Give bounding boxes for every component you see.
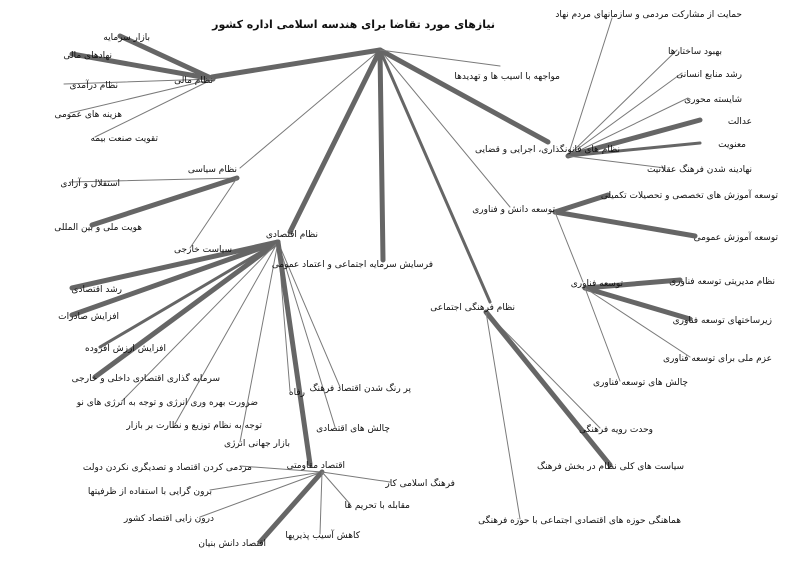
node-label-resistance: اقتصاد مقاومتی <box>286 461 345 471</box>
node-label-value_added: افزایش ارزش افزوده <box>85 344 166 354</box>
edge-culture-coordination <box>486 312 520 519</box>
node-label-islamic_work: فرهنگ اسلامی کار <box>385 479 455 489</box>
node-label-unity: وحدت رویه فرهنگی <box>578 425 653 435</box>
node-label-hr: رشد منابع انسانی <box>676 70 742 80</box>
node-label-structures: بهبود ساختارها <box>667 47 722 57</box>
node-label-endogenous: درون زایی اقتصاد کشور <box>123 514 214 524</box>
node-label-kbe: اقتصاد دانش بنیان <box>198 539 266 549</box>
node-label-insurance: تقویت صنعت بیمه <box>90 134 158 144</box>
node-label-rational: نهادینه شدن فرهنگ عقلانیت <box>646 165 752 175</box>
node-label-edu_pub: توسعه آموزش عمومی <box>693 233 778 243</box>
edge-economy-resistance <box>278 242 310 464</box>
edge-economy-distribution <box>175 242 278 424</box>
node-label-tech: توسعه فناوری <box>570 279 623 289</box>
node-label-income: نظام درآمدی <box>69 81 118 91</box>
edge-resistance-islamic_work <box>322 472 390 482</box>
edge-tech-tech_chal <box>585 288 620 381</box>
node-label-nat_will: عزم ملی برای توسعه فناوری <box>662 354 772 364</box>
edge-law-hr <box>568 73 682 156</box>
node-label-growth: رشد اقتصادی <box>71 285 122 295</box>
node-label-merit: شایسته محوری <box>684 95 742 105</box>
node-label-culture: نظام فرهنگی اجتماعی <box>430 303 515 313</box>
node-label-tech_infra: زیرساختهای توسعه فناوری <box>672 316 772 326</box>
node-label-vulner: کاهش آسیب پذیریها <box>285 531 360 541</box>
node-label-independence: استقلال و آزادی <box>60 179 120 189</box>
node-label-law: نظام های قانونگذاری، اجرایی و قضایی <box>475 145 620 155</box>
edge-culture-cult_policy <box>486 312 610 465</box>
edge-root-economy <box>290 50 380 232</box>
node-label-spirit: معنویت <box>718 140 746 150</box>
edge-knowledge-tech <box>555 212 583 282</box>
node-label-welfare: رفاه <box>288 388 305 398</box>
edge-root-finance <box>212 50 380 77</box>
node-label-threats: مواجهه با اسیب ها و تهدیدها <box>454 72 560 82</box>
node-label-econ_culture: پر رنگ شدن اقتصاد فرهنگ <box>309 384 411 394</box>
node-label-knowledge: توسعه دانش و فناوری <box>472 205 555 215</box>
node-label-justice: عدالت <box>727 117 752 127</box>
node-label-distribution: توجه به نظام توزیع و نظارت بر بازار <box>126 421 262 431</box>
edge-resistance-sanctions <box>322 472 350 504</box>
node-label-popular: مردمی کردن اقتصاد و تصدیگری نکردن دولت <box>82 463 252 473</box>
node-label-energy: ضرورت بهره وری انرژی و توجه به انرژی های نو <box>76 398 258 408</box>
node-label-civic: حمایت از مشارکت مردمی و سازمانهای مردم نهاد <box>555 10 742 20</box>
edge-root-social_cap <box>380 50 383 260</box>
node-label-sanctions: مقابله با تحریم ها <box>344 501 410 511</box>
root-node-label: نیازهای مورد تقاضا برای هندسه اسلامی اداره کشور <box>212 18 495 31</box>
node-label-politics: نظام سیاسی <box>187 165 237 175</box>
node-label-pub_cost: هزینه های عمومی <box>54 110 122 120</box>
node-label-tech_chal: چالش های توسعه فناوری <box>593 378 688 388</box>
node-label-identity: هویت ملی و بین المللی <box>54 223 142 233</box>
edge-economy-energy_mkt <box>240 242 278 442</box>
node-label-outward: برون گرایی با استفاده از ظرفیتها <box>87 487 212 497</box>
node-label-exports: افزایش صادرات <box>58 312 119 322</box>
node-label-foreign: سیاست خارجی <box>174 245 232 255</box>
node-label-coordination: هماهنگی حوزه های اقتصادی اجتماعی با حوزه فرهنگی <box>478 516 681 526</box>
node-label-energy_mkt: بازار جهانی انرژی <box>224 439 290 449</box>
node-label-finance: نظام مالی <box>174 76 213 86</box>
node-label-econ_chal: چالش های اقتصادی <box>316 424 390 434</box>
edge-knowledge-edu_pub <box>555 212 695 236</box>
edge-tech-tech_infra <box>585 288 690 319</box>
node-label-investment: سرمایه گذاری اقتصادی داخلی و خارجی <box>71 374 220 384</box>
node-label-stock: بازار سرمایه <box>103 33 150 43</box>
node-label-edu_adv: توسعه آموزش های تخصصی و تحصیلات تکمیلی <box>600 191 778 201</box>
edge-resistance-vulner <box>320 472 322 534</box>
node-label-economy: نظام اقتصادی <box>265 230 318 240</box>
node-label-cult_policy: سیاست های کلی نظام در بخش فرهنگ <box>537 462 684 472</box>
node-label-tech_mgmt: نظام مدیریتی توسعه فناوری <box>669 277 775 287</box>
node-label-social_cap: فرسایش سرمایه اجتماعی و اعتماد عمومی <box>271 260 433 270</box>
node-label-fin_inst: نهادهای مالی <box>63 51 112 61</box>
edge-root-law <box>380 50 548 142</box>
